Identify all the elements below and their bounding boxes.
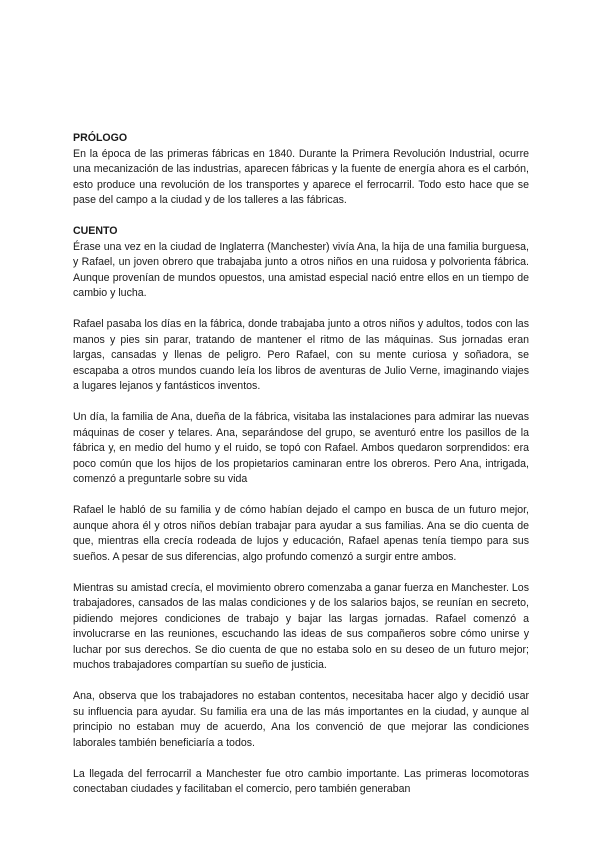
story-paragraph-5: Mientras su amistad crecía, el movimiento obrero comenzaba a ganar fuerza en Manchester. Los trabajadores, cansados de las malas condiciones y de los salarios bajos, se reunían en secreto, pidiendo mejores condiciones de trabajo y bajar las largas jornadas. Rafael comenzó a involucrarse en las reuniones, escuchando las ideas de sus compañeros sobre cómo unirse y luchar por sus derechos. Se dio cuenta de que no estaba solo en su deseo de un futuro mejor; muchos trabajadores compartían su sueño de justicia. (73, 581, 529, 671)
story-paragraph-6: Ana, observa que los trabajadores no estaban contentos, necesitaba hacer algo y decidió usar su influencia para ayudar. Su familia era una de las más importantes en la ciudad, y aunque al principio no estaban muy de acuerdo, Ana los convenció de que mejorar las condiciones laborales también beneficiaría a todos. (73, 690, 529, 749)
story-paragraph-1: Érase una vez en la ciudad de Inglaterra (Manchester) vivía Ana, la hija de una familia burguesa, y Rafael, un joven obrero que trabajaba junto a otros niños en una ruidosa y polvorienta fábrica. Aunque provenían de mundos opuestos, una amistad especial nació entre ellos en un tiempo de cambio y lucha. (73, 240, 529, 299)
document-body (73, 131, 529, 813)
story-paragraph-2: Rafael pasaba los días en la fábrica, donde trabajaba junto a otros niños y adultos, todos con las manos y pies sin parar, tratando de mantener el ritmo de las máquinas. Sus jornadas eran largas, cansadas y llenas de peligro. Pero Rafael, con su mente curiosa y soñadora, se escapaba a otros mundos cuando leía los libros de aventuras de Julio Verne, imaginando viajes a lugares lejanos y fantásticos inventos. (73, 318, 529, 392)
prologue-paragraph: En la época de las primeras fábricas en 1840. Durante la Primera Revolución Industrial, ocurre una mecanización de las industrias, aparecen fábricas y la fuente de energía ahora es el carbón, esto produce una revolución de los transportes y aparece el ferrocarril. Todo esto hace que se pase del campo a la ciudad y de los talleres a las fábricas. (73, 147, 529, 206)
prologue-heading: PRÓLOGO (73, 132, 128, 144)
story-heading: CUENTO (73, 225, 118, 237)
story-paragraph-7: La llegada del ferrocarril a Manchester fue otro cambio importante. Las primeras locomotoras conectaban ciudades y facilitaban el comercio, pero también generaban (73, 767, 529, 795)
story-paragraph-3: Un día, la familia de Ana, dueña de la fábrica, visitaba las instalaciones para admirar las nuevas máquinas de coser y telares. Ana, separándose del grupo, se aventuró entre los pasillos de la fábrica y, en medio del humo y el ruido, se topó con Rafael. Ambos quedaron sorprendidos: era poco común que los hijos de los propietarios caminaran entre los obreros. Pero Ana, intrigada, comenzó a preguntarle sobre su vida (73, 411, 529, 485)
story-paragraph-4: Rafael le habló de su familia y de cómo habían dejado el campo en busca de un futuro mejor, aunque ahora él y otros niños debían trabajar para ayudar a sus familias. Ana se dio cuenta de que, mientras ella crecía rodeada de lujos y educación, Rafael apenas tenía tiempo para sus sueños. A pesar de sus diferencias, algo profundo comenzó a surgir entre ambos. (73, 504, 529, 563)
